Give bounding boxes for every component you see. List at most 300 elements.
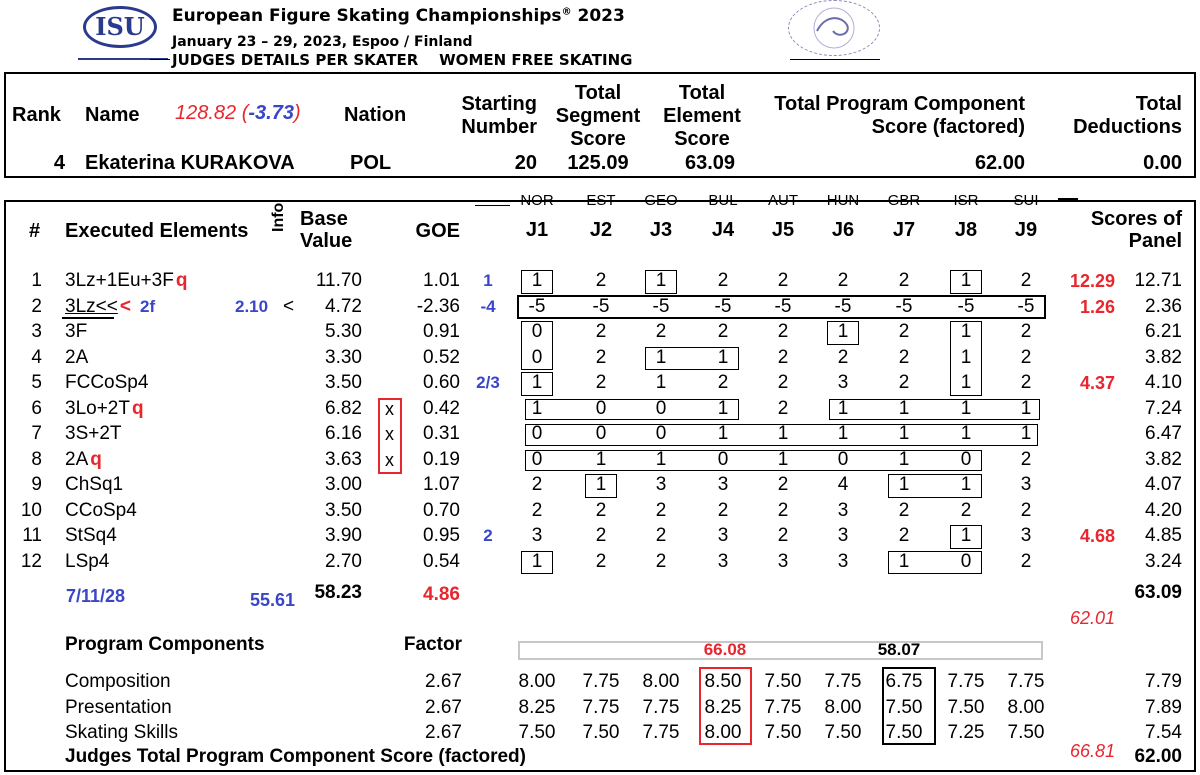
- judge-score-j7: 1: [898, 397, 910, 419]
- components-total-label: Judges Total Program Component Score (factored): [65, 746, 526, 767]
- element-reduced-base: 2.10: [235, 296, 269, 316]
- judge-score-j9: 3: [1020, 525, 1032, 546]
- judge-score-box: [888, 551, 982, 575]
- judge-score-j4: 3: [717, 525, 729, 546]
- col-executed: Executed Elements: [65, 220, 249, 242]
- element-name: 3Lz+1Eu+3F q: [65, 270, 188, 291]
- element-number: 4: [31, 346, 42, 368]
- judge-score-j3: 1: [655, 372, 667, 393]
- judge-score-j9: 2: [1020, 270, 1032, 291]
- element-number: 9: [31, 474, 42, 495]
- subtitle-rule-left: [150, 59, 170, 60]
- judge-nation-8: ISR: [953, 192, 979, 209]
- components-total-side: 66.81: [1069, 741, 1115, 761]
- element-base: 4.72: [325, 295, 362, 317]
- judge-nation-5: AUT: [768, 192, 798, 209]
- component-score-j6: 8.00: [824, 696, 862, 718]
- goe-total: 4.86: [423, 584, 460, 605]
- component-factor: 2.67: [425, 696, 462, 718]
- report-subtitle: JUDGES DETAILS PER SKATER WOMEN FREE SKATING: [172, 51, 633, 69]
- judge-score-j5: 2: [777, 525, 789, 546]
- judge-score-j7: 2: [898, 525, 910, 546]
- component-score-j3: 7.75: [642, 696, 680, 718]
- judge-label-2: J2: [589, 219, 613, 241]
- judge-score-j4: 2: [717, 321, 729, 342]
- component-score-j4: 8.50: [704, 671, 742, 692]
- element-info: x: [385, 424, 394, 444]
- judge-score-j2: 0: [595, 397, 607, 419]
- start-value: 20: [514, 152, 537, 174]
- element-goe: 1.01: [423, 270, 460, 291]
- component-score-j2: 7.75: [582, 696, 620, 718]
- table-row: [0, 498, 1200, 524]
- judge-score-j6: 3: [837, 372, 849, 393]
- element-mark: q: [175, 270, 188, 291]
- judge-score-j9: 2: [1020, 346, 1032, 368]
- judge-nation-1: NOR: [520, 192, 554, 209]
- judge-label-1: J1: [525, 219, 549, 241]
- judge-score-box: [521, 372, 553, 396]
- judge-score-j9: 3: [1020, 474, 1032, 495]
- base-alt-total: 55.61: [249, 590, 295, 610]
- judge-label-4: J4: [711, 219, 735, 241]
- component-row: [0, 695, 1200, 721]
- judge-score-box: [950, 321, 982, 396]
- judge-score-j4: 1: [717, 397, 729, 419]
- bar-left-value: 66.08: [703, 640, 747, 659]
- detail-top-rule-left: [4, 198, 504, 200]
- element-name: 3Lo+2T q: [65, 397, 144, 419]
- element-base: 3.30: [325, 346, 362, 368]
- judge-label-8: J8: [954, 219, 978, 241]
- judge-score-j6: 2: [837, 346, 849, 368]
- judge-score-j3: 2: [655, 321, 667, 342]
- element-name: FCCoSp4: [65, 372, 149, 393]
- component-score-j3: 7.75: [642, 722, 680, 743]
- judge-score-j8: 1: [960, 423, 972, 444]
- element-side-score: 4.37: [1079, 373, 1115, 393]
- col-goe: GOE: [415, 220, 460, 242]
- judge-score-j5: 2: [777, 270, 789, 291]
- component-panel: 7.89: [1145, 696, 1182, 718]
- judge-score-j8: 0: [960, 550, 972, 572]
- judge-score-j6: 0: [837, 448, 849, 470]
- judge-score-j2: 2: [595, 550, 607, 572]
- bar-right-value: 58.07: [877, 640, 921, 659]
- factor-label: Factor: [403, 634, 462, 655]
- element-info: x: [385, 398, 394, 419]
- element-goe: 0.95: [423, 525, 460, 546]
- element-panel-score: 4.20: [1145, 499, 1182, 521]
- component-score-j6: 7.50: [824, 722, 862, 743]
- skater-name: Ekaterina KURAKOVA: [85, 152, 295, 174]
- element-panel-score: 7.24: [1145, 397, 1182, 419]
- judge-score-j9: 2: [1020, 448, 1032, 470]
- judge-score-j2: 0: [595, 423, 607, 444]
- col-info: Info: [270, 202, 287, 232]
- component-box-j7: [882, 667, 936, 745]
- components-title: Program Components: [65, 634, 265, 655]
- panel-total: 63.09: [1134, 582, 1182, 603]
- element-name: CCoSp4: [65, 499, 137, 521]
- component-name: Skating Skills: [65, 722, 178, 743]
- judge-score-box: [521, 270, 553, 294]
- judge-score-box: [525, 424, 1038, 446]
- component-row: [0, 669, 1200, 695]
- element-goe: 0.54: [423, 550, 460, 572]
- judge-score-j3: 3: [655, 474, 667, 495]
- col-tss: Total Segment Score: [555, 82, 641, 150]
- judge-score-j3: -5: [652, 295, 670, 317]
- component-score-j2: 7.75: [582, 671, 620, 692]
- judge-score-j5: 2: [777, 321, 789, 342]
- judge-score-j2: 2: [595, 270, 607, 291]
- col-nation: Nation: [344, 104, 407, 126]
- judge-score-j4: 3: [717, 550, 729, 572]
- table-row: [0, 370, 1200, 396]
- element-note: 2/3: [476, 373, 500, 392]
- judge-score-j7: 1: [898, 550, 910, 572]
- element-number: 8: [31, 448, 42, 470]
- table-row: [0, 268, 1200, 294]
- component-score-j5: 7.75: [764, 696, 802, 718]
- judge-score-box: [829, 399, 1040, 421]
- judge-score-j7: 2: [898, 321, 910, 342]
- element-counts: 7/11/28: [66, 586, 126, 606]
- element-name: 3S+2T: [65, 423, 122, 444]
- judge-score-j1: 0: [531, 423, 543, 444]
- judge-score-j3: 0: [655, 423, 667, 444]
- judge-score-box: [827, 321, 859, 345]
- judge-score-j5: 1: [777, 423, 789, 444]
- judge-score-box: [517, 295, 1046, 320]
- judge-score-j9: 2: [1020, 321, 1032, 342]
- element-base: 3.50: [325, 499, 362, 521]
- judge-score-j1: 0: [531, 321, 543, 342]
- component-score-j1: 8.25: [518, 696, 556, 718]
- judge-score-j4: 2: [717, 372, 729, 393]
- isu-logo-text: ISU: [95, 12, 145, 41]
- element-panel-score: 6.47: [1145, 423, 1182, 444]
- judge-score-j7: 2: [898, 372, 910, 393]
- judge-score-j6: 4: [837, 474, 849, 495]
- element-base: 6.82: [325, 397, 362, 419]
- judge-score-j8: 1: [960, 474, 972, 495]
- judge-score-j8: 2: [960, 499, 972, 521]
- judge-score-j1: -5: [528, 295, 546, 317]
- judge-score-box: [888, 474, 982, 498]
- judge-label-7: J7: [892, 219, 916, 241]
- judge-score-j6: 1: [837, 321, 849, 342]
- judge-score-j5: 2: [777, 346, 789, 368]
- judge-score-j9: -5: [1017, 295, 1035, 317]
- component-name: Composition: [65, 671, 171, 692]
- element-goe: 0.42: [423, 397, 460, 419]
- judge-score-box: [950, 525, 982, 549]
- event-title: European Figure Skating Championships® 2023: [172, 6, 625, 26]
- score-annotation: 128.82 (-3.73): [175, 102, 301, 124]
- element-side-score: 1.26: [1079, 296, 1115, 317]
- element-number: 12: [20, 550, 42, 572]
- element-number: 6: [31, 397, 42, 419]
- judge-score-j4: 1: [717, 423, 729, 444]
- component-factor: 2.67: [425, 722, 462, 743]
- component-panel: 7.54: [1145, 722, 1182, 743]
- table-row: [0, 523, 1200, 549]
- component-score-j1: 8.00: [518, 671, 556, 692]
- table-row: [0, 549, 1200, 575]
- component-score-j4: 8.00: [704, 722, 742, 743]
- element-panel-score: 4.07: [1145, 474, 1182, 495]
- judge-score-j5: 2: [777, 499, 789, 521]
- judge-score-j6: 3: [837, 525, 849, 546]
- element-number: 7: [31, 423, 42, 444]
- judge-score-j6: 1: [837, 423, 849, 444]
- rank-value: 4: [53, 152, 65, 174]
- judge-score-j6: 3: [837, 499, 849, 521]
- judge-nation-6: HUN: [826, 192, 860, 209]
- element-goe: 0.70: [423, 499, 460, 521]
- component-score-j7: 6.75: [885, 671, 923, 692]
- deductions-value: 0.00: [1143, 152, 1182, 174]
- judge-score-j2: 2: [595, 525, 607, 546]
- judge-score-j6: 2: [837, 270, 849, 291]
- judge-score-box: [950, 270, 982, 294]
- component-score-j9: 7.75: [1007, 671, 1045, 692]
- judge-score-j1: 1: [531, 550, 543, 572]
- judge-score-j7: 2: [898, 499, 910, 521]
- element-goe: 0.52: [423, 346, 460, 368]
- judge-score-j8: -5: [957, 295, 975, 317]
- element-goe: 1.07: [423, 474, 460, 495]
- component-score-j7: 7.50: [885, 696, 923, 718]
- component-score-j5: 7.50: [764, 722, 802, 743]
- judge-score-j1: 0: [531, 346, 543, 368]
- components-bar: [518, 641, 1043, 660]
- element-base: 3.00: [325, 474, 362, 495]
- judge-score-j2: -5: [592, 295, 610, 317]
- component-score-j7: 7.50: [885, 722, 923, 743]
- component-name: Presentation: [65, 696, 172, 718]
- isu-logo: [83, 6, 157, 48]
- component-score-j6: 7.75: [824, 671, 862, 692]
- element-panel-score: 3.82: [1145, 346, 1182, 368]
- judge-score-j2: 1: [595, 474, 607, 495]
- judge-score-box: [585, 474, 617, 498]
- element-panel-score: 2.36: [1145, 295, 1182, 317]
- judge-score-j2: 2: [595, 346, 607, 368]
- judge-score-j5: 1: [777, 448, 789, 470]
- element-name: 3F: [65, 321, 88, 342]
- element-mark: <: [119, 295, 131, 317]
- element-goe: -2.36: [416, 295, 460, 317]
- element-panel-score: 4.85: [1145, 525, 1182, 546]
- element-number: 5: [31, 372, 42, 393]
- judge-score-box: [525, 399, 739, 421]
- judge-score-box: [645, 347, 739, 371]
- judge-score-j7: -5: [895, 295, 913, 317]
- judge-score-j1: 3: [531, 525, 543, 546]
- judge-score-j4: 1: [717, 346, 729, 368]
- element-name: StSq4: [65, 525, 117, 546]
- judge-label-5: J5: [771, 219, 795, 241]
- judge-score-j9: 2: [1020, 499, 1032, 521]
- element-base: 2.70: [325, 550, 362, 572]
- element-name: 2A: [65, 346, 89, 368]
- col-hash: #: [29, 220, 41, 242]
- element-number: 11: [22, 525, 42, 546]
- element-base: 6.16: [325, 423, 362, 444]
- component-row: [0, 720, 1200, 746]
- judge-score-j1: 2: [531, 474, 543, 495]
- judge-header-rule-left: [475, 205, 510, 206]
- detail-top-rule-mid: [1058, 198, 1078, 200]
- col-starting: Starting Number: [461, 93, 537, 138]
- base-total: 58.23: [314, 582, 362, 603]
- element-base: 11.70: [315, 270, 362, 291]
- col-rank: Rank: [12, 104, 61, 126]
- judge-nation-2: EST: [586, 192, 616, 209]
- component-score-j8: 7.50: [947, 696, 985, 718]
- judge-score-j1: 2: [531, 499, 543, 521]
- element-info: x: [385, 449, 394, 470]
- element-name: 2A q: [65, 448, 102, 470]
- element-side-score: 4.68: [1079, 526, 1115, 546]
- judge-score-j4: 2: [717, 499, 729, 521]
- element-base: 5.30: [325, 321, 362, 342]
- tes-value: 63.09: [684, 152, 736, 174]
- component-score-j1: 7.50: [518, 722, 556, 743]
- component-factor: 2.67: [425, 671, 462, 692]
- judge-score-j8: 1: [960, 321, 972, 342]
- element-panel-score: 3.24: [1145, 550, 1182, 572]
- element-goe: 0.60: [423, 372, 460, 393]
- components-total: 62.00: [1134, 746, 1182, 767]
- element-goe: 0.91: [423, 321, 460, 342]
- judge-score-j7: 2: [898, 270, 910, 291]
- judge-score-j9: 2: [1020, 372, 1032, 393]
- col-pcs: Total Program Component Score (factored): [774, 93, 1025, 138]
- judge-nation-7: GBR: [887, 192, 921, 209]
- judge-score-j5: 2: [777, 397, 789, 419]
- element-number: 3: [31, 321, 42, 342]
- element-panel-score: 6.21: [1145, 321, 1182, 342]
- judge-score-j1: 1: [531, 397, 543, 419]
- element-base: 3.90: [325, 525, 362, 546]
- nation-value: POL: [350, 152, 392, 174]
- component-score-j4: 8.25: [704, 696, 742, 718]
- element-panel-score: 12.71: [1134, 270, 1182, 291]
- col-scores: Scores of Panel: [1090, 208, 1182, 252]
- judge-score-j3: 2: [655, 550, 667, 572]
- judge-score-j8: 1: [960, 270, 972, 291]
- component-score-j5: 7.50: [764, 671, 802, 692]
- component-box-j4: [699, 667, 752, 745]
- judge-score-j7: 1: [898, 423, 910, 444]
- element-number: 1: [31, 270, 42, 291]
- judge-score-j8: 1: [960, 372, 972, 393]
- col-deductions: Total Deductions: [1073, 93, 1182, 138]
- judge-label-3: J3: [649, 219, 673, 241]
- element-panel-score: 4.10: [1145, 372, 1182, 393]
- judge-score-box: [521, 321, 553, 370]
- component-score-j8: 7.75: [947, 671, 985, 692]
- judge-score-j8: 0: [960, 448, 972, 470]
- judge-score-j7: 1: [898, 448, 910, 470]
- judge-score-j9: 1: [1020, 423, 1032, 444]
- element-mark: q: [131, 397, 144, 419]
- judge-score-j6: -5: [834, 295, 852, 317]
- table-row: [0, 345, 1200, 371]
- judge-score-j6: 3: [837, 550, 849, 572]
- judge-nation-9: SUI: [1013, 192, 1039, 209]
- element-name: LSp4: [65, 550, 110, 572]
- judge-score-j2: 2: [595, 372, 607, 393]
- championship-seal: [788, 0, 880, 56]
- judge-score-box: [525, 450, 982, 472]
- judge-score-j3: 1: [655, 448, 667, 470]
- element-info: <: [283, 295, 295, 317]
- judge-score-j7: 1: [898, 474, 910, 495]
- judge-score-j5: -5: [774, 295, 792, 317]
- component-score-j9: 8.00: [1007, 696, 1045, 718]
- judge-score-j6: 1: [837, 397, 849, 419]
- judge-score-j4: 3: [717, 474, 729, 495]
- judge-nation-3: GEO: [644, 192, 678, 209]
- judge-score-j5: 3: [777, 550, 789, 572]
- judge-score-j1: 0: [531, 448, 543, 470]
- element-note: 2: [483, 526, 493, 545]
- judge-score-j3: 0: [655, 397, 667, 419]
- col-name: Name: [85, 104, 140, 126]
- element-name: 3Lz<< <: [65, 295, 131, 317]
- tss-value: 125.09: [567, 152, 629, 174]
- judge-score-j4: -5: [714, 295, 732, 317]
- judge-score-j5: 2: [777, 474, 789, 495]
- component-score-j8: 7.25: [947, 722, 985, 743]
- element-base: 3.50: [325, 372, 362, 393]
- element-note: 1: [483, 271, 493, 290]
- judge-score-j2: 1: [595, 448, 607, 470]
- judge-score-j8: 1: [960, 525, 972, 546]
- judge-score-j2: 2: [595, 499, 607, 521]
- event-date: January 23 – 29, 2023, Espoo / Finland: [172, 34, 473, 50]
- element-underline: [62, 317, 114, 319]
- judge-score-j5: 2: [777, 372, 789, 393]
- element-note: -4: [480, 296, 496, 316]
- element-goe: 0.31: [423, 423, 460, 444]
- judge-score-j2: 2: [595, 321, 607, 342]
- judge-score-j4: 0: [717, 448, 729, 470]
- table-row: [0, 319, 1200, 345]
- judge-score-j4: 2: [717, 270, 729, 291]
- component-panel: 7.79: [1145, 671, 1182, 692]
- col-base: Base Value: [300, 208, 353, 252]
- element-base: 3.63: [325, 448, 362, 470]
- subtitle-rule-right: [790, 59, 880, 60]
- element-number: 2: [31, 295, 42, 317]
- component-score-j9: 7.50: [1007, 722, 1045, 743]
- judge-score-j3: 1: [655, 270, 667, 291]
- side-total: 62.01: [1069, 608, 1115, 628]
- judge-score-box: [645, 270, 677, 294]
- element-side-score: 12.29: [1069, 271, 1115, 291]
- component-score-j2: 7.50: [582, 722, 620, 743]
- judge-label-6: J6: [831, 219, 855, 241]
- judge-nation-4: BUL: [708, 192, 738, 209]
- judge-score-j1: 1: [531, 372, 543, 393]
- judge-score-j3: 2: [655, 525, 667, 546]
